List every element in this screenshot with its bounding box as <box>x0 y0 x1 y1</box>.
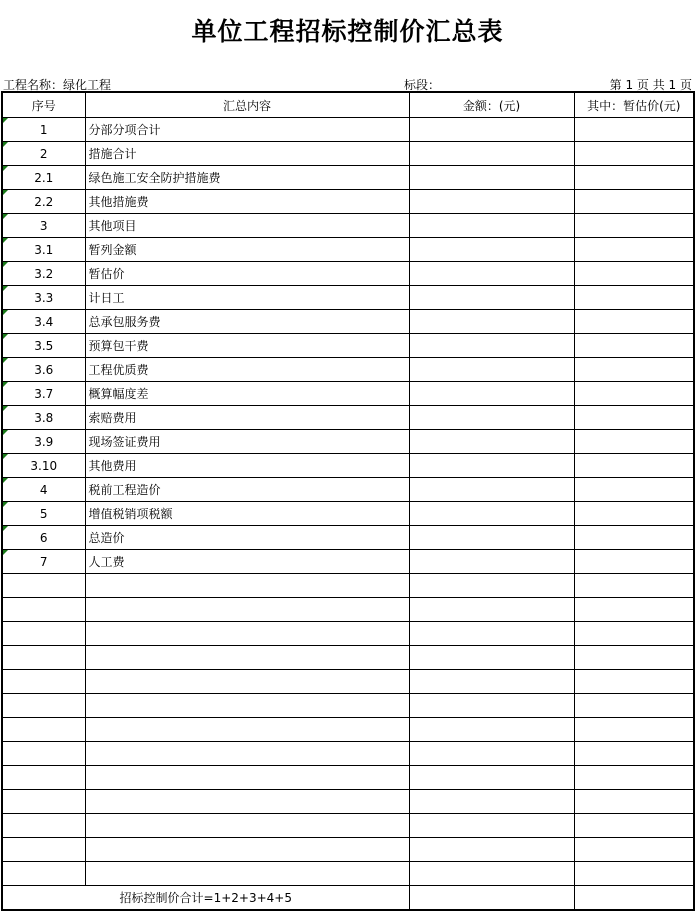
table-row <box>2 142 694 166</box>
row-content[interactable]: 其他措施费 <box>85 190 409 214</box>
empty-cell[interactable] <box>85 598 409 622</box>
empty-row <box>2 598 694 622</box>
cell-marker-icon <box>3 238 8 243</box>
page-number: 第 1 页 共 1 页 <box>609 78 692 92</box>
row-amount[interactable] <box>409 526 574 550</box>
empty-cell[interactable] <box>409 646 574 670</box>
empty-cell[interactable] <box>2 622 85 646</box>
empty-cell[interactable] <box>85 742 409 766</box>
empty-row <box>2 742 694 766</box>
empty-cell[interactable] <box>409 670 574 694</box>
empty-cell[interactable] <box>85 574 409 598</box>
empty-cell[interactable] <box>2 790 85 814</box>
row-amount[interactable] <box>409 406 574 430</box>
cell-marker-icon <box>3 454 8 459</box>
row-number[interactable] <box>2 214 85 238</box>
row-amount[interactable] <box>409 286 574 310</box>
row-number-text: 2.1 <box>34 170 54 185</box>
empty-cell[interactable] <box>409 598 574 622</box>
empty-cell[interactable] <box>2 814 85 838</box>
empty-cell[interactable] <box>2 646 85 670</box>
row-number-text: 1 <box>39 122 48 137</box>
row-number[interactable] <box>2 118 85 142</box>
empty-cell[interactable] <box>2 766 85 790</box>
row-provisional[interactable] <box>574 238 694 262</box>
project-name: 工程名称：绿化工程 <box>3 78 112 92</box>
empty-cell[interactable] <box>574 814 694 838</box>
empty-cell[interactable] <box>574 718 694 742</box>
table-row <box>2 502 694 526</box>
row-provisional[interactable] <box>574 382 694 406</box>
row-number-text: 3.7 <box>34 386 54 401</box>
table-row <box>2 310 694 334</box>
row-provisional[interactable] <box>574 166 694 190</box>
empty-row <box>2 766 694 790</box>
row-provisional[interactable] <box>574 190 694 214</box>
row-provisional[interactable] <box>574 406 694 430</box>
row-provisional[interactable] <box>574 454 694 478</box>
header-row <box>2 92 694 118</box>
empty-cell[interactable] <box>409 790 574 814</box>
empty-cell[interactable] <box>85 694 409 718</box>
row-provisional[interactable] <box>574 142 694 166</box>
row-number[interactable] <box>2 358 85 382</box>
row-amount[interactable] <box>409 262 574 286</box>
empty-cell[interactable] <box>574 838 694 862</box>
empty-cell[interactable] <box>574 670 694 694</box>
row-amount[interactable] <box>409 502 574 526</box>
table-row <box>2 430 694 454</box>
row-content[interactable]: 增值税销项税额 <box>85 502 409 526</box>
empty-cell[interactable] <box>574 598 694 622</box>
empty-row <box>2 718 694 742</box>
empty-cell[interactable] <box>85 790 409 814</box>
table-row <box>2 238 694 262</box>
row-content[interactable]: 工程优质费 <box>85 358 409 382</box>
cell-marker-icon <box>3 478 8 483</box>
row-number[interactable] <box>2 142 85 166</box>
empty-row <box>2 838 694 862</box>
table-row <box>2 166 694 190</box>
row-number[interactable] <box>2 502 85 526</box>
row-content[interactable]: 概算幅度差 <box>85 382 409 406</box>
summary-table <box>1 91 695 911</box>
cell-marker-icon <box>3 262 8 267</box>
table-row <box>2 190 694 214</box>
empty-cell[interactable] <box>574 622 694 646</box>
empty-row <box>2 790 694 814</box>
total-provisional[interactable] <box>574 886 694 911</box>
empty-cell[interactable] <box>2 838 85 862</box>
table-row <box>2 550 694 574</box>
header-content: 汇总内容 <box>85 92 409 118</box>
row-provisional[interactable] <box>574 550 694 574</box>
empty-row <box>2 670 694 694</box>
cell-marker-icon <box>3 142 8 147</box>
cell-marker-icon <box>3 382 8 387</box>
table-row <box>2 454 694 478</box>
row-number[interactable] <box>2 286 85 310</box>
row-amount[interactable] <box>409 190 574 214</box>
row-number-text: 3.5 <box>34 338 54 353</box>
row-content[interactable]: 总造价 <box>85 526 409 550</box>
row-content[interactable]: 措施合计 <box>85 142 409 166</box>
row-number-text: 2 <box>39 146 48 161</box>
row-provisional[interactable] <box>574 118 694 142</box>
empty-cell[interactable] <box>409 574 574 598</box>
cell-marker-icon <box>3 286 8 291</box>
row-number-text: 3 <box>39 218 48 233</box>
empty-cell[interactable] <box>2 694 85 718</box>
row-amount[interactable] <box>409 550 574 574</box>
page-title: 单位工程招标控制价汇总表 <box>191 17 504 46</box>
cell-marker-icon <box>3 358 8 363</box>
row-number-text: 3.4 <box>34 314 54 329</box>
row-amount[interactable] <box>409 478 574 502</box>
row-content[interactable]: 其他项目 <box>85 214 409 238</box>
empty-cell[interactable] <box>2 742 85 766</box>
empty-cell[interactable] <box>574 646 694 670</box>
cell-marker-icon <box>3 430 8 435</box>
row-number[interactable] <box>2 406 85 430</box>
row-amount[interactable] <box>409 358 574 382</box>
row-content[interactable]: 绿色施工安全防护措施费 <box>85 166 409 190</box>
row-amount[interactable] <box>409 454 574 478</box>
empty-row <box>2 574 694 598</box>
row-amount[interactable] <box>409 430 574 454</box>
row-number[interactable] <box>2 382 85 406</box>
total-label: 招标控制价合计=1+2+3+4+5 <box>2 886 409 911</box>
row-number[interactable] <box>2 190 85 214</box>
empty-cell[interactable] <box>574 766 694 790</box>
table-row <box>2 526 694 550</box>
row-number-text: 7 <box>39 554 48 569</box>
row-amount[interactable] <box>409 238 574 262</box>
empty-cell[interactable] <box>2 598 85 622</box>
row-number-text: 6 <box>39 530 48 545</box>
row-provisional[interactable] <box>574 526 694 550</box>
empty-cell[interactable] <box>409 862 574 886</box>
row-provisional[interactable] <box>574 262 694 286</box>
cell-marker-icon <box>3 118 8 123</box>
empty-cell[interactable] <box>2 670 85 694</box>
table-row <box>2 286 694 310</box>
row-provisional[interactable] <box>574 358 694 382</box>
row-number-text: 3.6 <box>34 362 54 377</box>
total-amount[interactable] <box>409 886 574 911</box>
row-content[interactable]: 暂列金额 <box>85 238 409 262</box>
row-content[interactable]: 计日工 <box>85 286 409 310</box>
table-row <box>2 406 694 430</box>
cell-marker-icon <box>3 214 8 219</box>
cell-marker-icon <box>3 406 8 411</box>
empty-cell[interactable] <box>574 574 694 598</box>
table-row <box>2 382 694 406</box>
row-number-text: 3.2 <box>34 266 54 281</box>
table-row <box>2 118 694 142</box>
row-amount[interactable] <box>409 166 574 190</box>
row-number-text: 2.2 <box>34 194 54 209</box>
row-provisional[interactable] <box>574 430 694 454</box>
row-provisional[interactable] <box>574 334 694 358</box>
row-number[interactable] <box>2 550 85 574</box>
header-amount: 金额：(元) <box>409 92 574 118</box>
table-row <box>2 478 694 502</box>
row-number[interactable] <box>2 238 85 262</box>
row-number-text: 3.8 <box>34 410 54 425</box>
row-amount[interactable] <box>409 382 574 406</box>
row-number[interactable] <box>2 166 85 190</box>
cell-marker-icon <box>3 550 8 555</box>
row-number[interactable] <box>2 526 85 550</box>
header-no: 序号 <box>2 92 85 118</box>
cell-marker-icon <box>3 310 8 315</box>
row-amount[interactable] <box>409 214 574 238</box>
table-row <box>2 358 694 382</box>
row-provisional[interactable] <box>574 478 694 502</box>
empty-cell[interactable] <box>409 622 574 646</box>
row-content[interactable]: 税前工程造价 <box>85 478 409 502</box>
row-number[interactable] <box>2 310 85 334</box>
empty-cell[interactable] <box>2 862 85 886</box>
row-number[interactable] <box>2 454 85 478</box>
empty-cell[interactable] <box>2 574 85 598</box>
row-number[interactable] <box>2 478 85 502</box>
empty-cell[interactable] <box>409 718 574 742</box>
empty-cell[interactable] <box>85 718 409 742</box>
total-row <box>2 886 694 911</box>
header-provisional: 其中：暂估价(元) <box>574 92 694 118</box>
row-number-text: 4 <box>39 482 48 497</box>
empty-cell[interactable] <box>409 766 574 790</box>
cell-marker-icon <box>3 526 8 531</box>
empty-row <box>2 862 694 886</box>
row-content[interactable]: 其他费用 <box>85 454 409 478</box>
empty-cell[interactable] <box>85 622 409 646</box>
row-number[interactable] <box>2 262 85 286</box>
empty-cell[interactable] <box>85 838 409 862</box>
empty-cell[interactable] <box>409 742 574 766</box>
empty-cell[interactable] <box>574 790 694 814</box>
empty-row <box>2 646 694 670</box>
table-row <box>2 214 694 238</box>
row-content[interactable]: 预算包干费 <box>85 334 409 358</box>
empty-cell[interactable] <box>85 670 409 694</box>
cell-marker-icon <box>3 190 8 195</box>
row-provisional[interactable] <box>574 286 694 310</box>
row-content[interactable]: 索赔费用 <box>85 406 409 430</box>
row-amount[interactable] <box>409 334 574 358</box>
empty-cell[interactable] <box>85 766 409 790</box>
table-row <box>2 334 694 358</box>
row-amount[interactable] <box>409 142 574 166</box>
cell-marker-icon <box>3 166 8 171</box>
row-content[interactable]: 总承包服务费 <box>85 310 409 334</box>
cell-marker-icon <box>3 334 8 339</box>
row-number-text: 3.3 <box>34 290 54 305</box>
row-number-text: 3.10 <box>30 458 58 473</box>
row-number[interactable] <box>2 430 85 454</box>
row-number-text: 5 <box>39 506 48 521</box>
row-content[interactable]: 暂估价 <box>85 262 409 286</box>
empty-cell[interactable] <box>574 742 694 766</box>
empty-cell[interactable] <box>85 862 409 886</box>
row-number[interactable] <box>2 334 85 358</box>
empty-row <box>2 814 694 838</box>
empty-row <box>2 622 694 646</box>
empty-cell[interactable] <box>409 838 574 862</box>
row-provisional[interactable] <box>574 502 694 526</box>
empty-cell[interactable] <box>2 718 85 742</box>
cell-marker-icon <box>3 502 8 507</box>
row-content[interactable]: 现场签证费用 <box>85 430 409 454</box>
row-provisional[interactable] <box>574 214 694 238</box>
empty-row <box>2 694 694 718</box>
empty-cell[interactable] <box>85 646 409 670</box>
empty-cell[interactable] <box>409 814 574 838</box>
row-content[interactable]: 分部分项合计 <box>85 118 409 142</box>
empty-cell[interactable] <box>574 862 694 886</box>
empty-cell[interactable] <box>574 694 694 718</box>
row-number-text: 3.1 <box>34 242 54 257</box>
section-label: 标段： <box>404 78 441 92</box>
row-provisional[interactable] <box>574 310 694 334</box>
row-amount[interactable] <box>409 118 574 142</box>
table-row <box>2 262 694 286</box>
row-amount[interactable] <box>409 310 574 334</box>
empty-cell[interactable] <box>85 814 409 838</box>
row-content[interactable]: 人工费 <box>85 550 409 574</box>
empty-cell[interactable] <box>409 694 574 718</box>
row-number-text: 3.9 <box>34 434 54 449</box>
